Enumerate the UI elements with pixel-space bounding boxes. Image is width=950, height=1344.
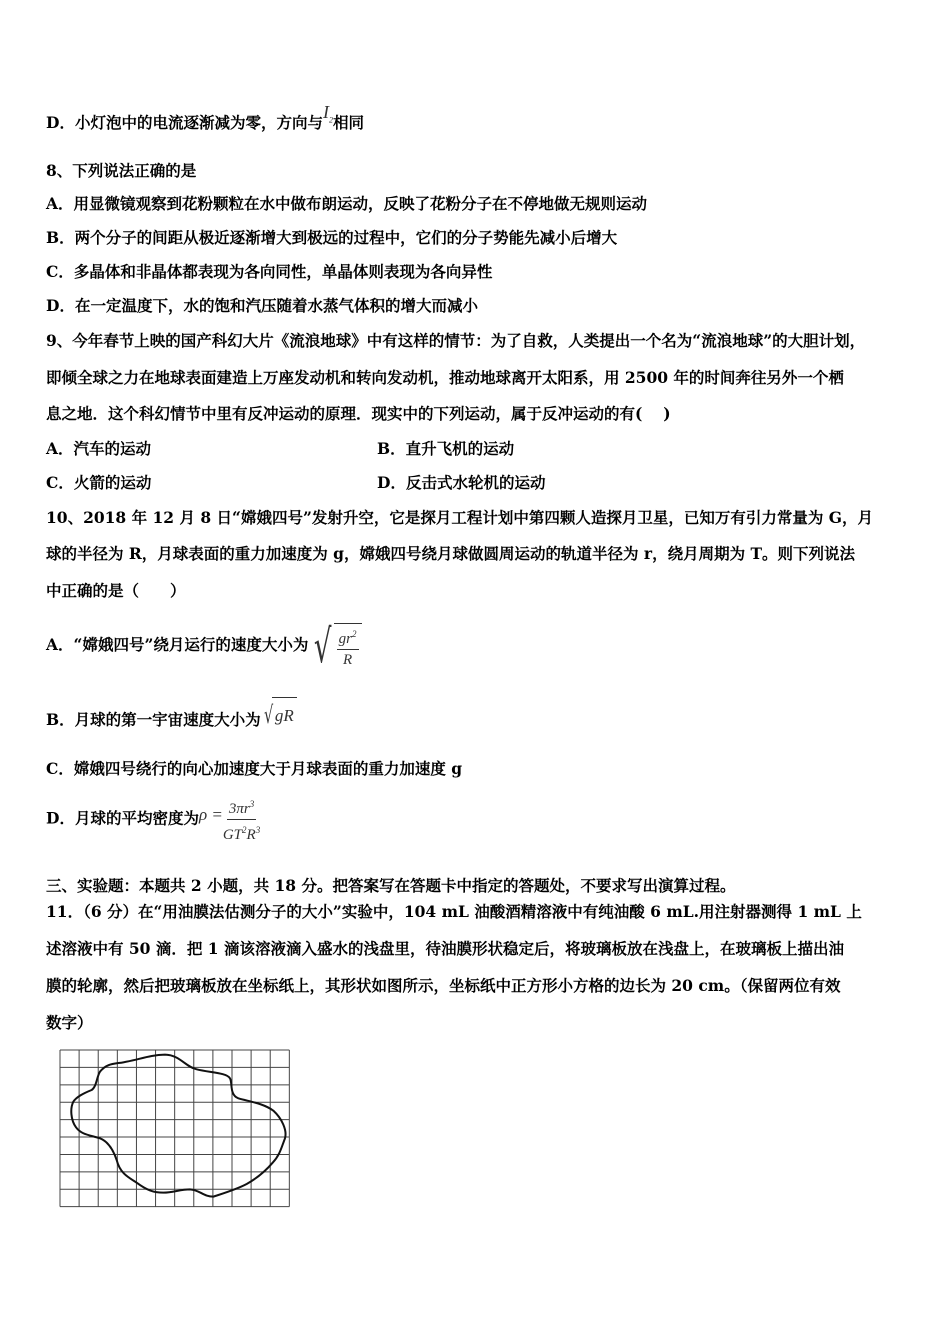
q10-option-a-text: A．“嫦娥四号”绕月运行的速度大小为 [46,635,309,654]
q10-option-d-text: D．月球的平均密度为 [46,808,199,828]
q8-option-d: D．在一定温度下，水的饱和汽压随着水蒸气体积的增大而减小 [46,296,478,315]
sqrt-formula: √ $\frac{gr^2}{R}$ [308,618,361,674]
oil-film-outline [71,1055,285,1197]
q8-option-c: C．多晶体和非晶体都表现为各向同性，单晶体则表现为各向异性 [46,262,493,281]
density-fraction [223,794,260,845]
q11-stem-line: 11．（6 分）在“用油膜法估测分子的大小”实验中，104 mL 油酸酒精溶液中有纯油酸 6 mL.用注射器测得 1 mL 上 [46,902,862,921]
formula-numerator: gr [338,630,353,647]
formula-radicand: gR [272,697,297,734]
q9-stem-line: 息之地．这个科幻情节中里有反冲运动的原理．现实中的下列运动，属于反冲运动的有( ) [46,404,671,423]
exponent: 3 [249,799,255,809]
q8-option-b: B．两个分子的间距从极近逐渐增大到极远的过程中，它们的分子势能先减小后增大 [46,228,618,247]
q10-stem-line: 球的半径为 R，月球表面的重力加速度为 g，嫦娥四号绕月球做圆周运动的轨道半径为 r，绕月周期为 T。则下列说法 [46,544,856,563]
q10-option-b-text: B．月球的第一宇宙速度大小为 [46,710,261,729]
exponent: 3 [255,825,261,835]
q8-stem: 8、下列说法正确的是 [46,161,197,180]
q9-stem-line: 即倾全球之力在地球表面建造上万座发动机和转向发动机，推动地球离开太阳系，用 2500 年的时间奔往另外一个栖 [46,368,844,387]
formula-denominator-r: R [246,827,256,843]
q10-stem-line: 中正确的是（ ） [46,581,186,600]
formula-lhs: ρ = [198,804,223,824]
exponent: 2 [352,628,357,639]
formula-numerator: 3πr [228,801,250,817]
section-3-title: 三、实验题：本题共 2 小题，共 18 分。把答案写在答题卡中指定的答题处，不要求写出演算过程。 [46,876,736,895]
q7-option-d [46,102,364,141]
q11-stem-line: 数字） [46,1013,93,1032]
sqrt-formula: √ gR [261,697,297,734]
q10-option-a [46,617,362,674]
q9-option-c: C．火箭的运动 [46,473,152,492]
q8-option-a: A．用显微镜观察到花粉颗粒在水中做布朗运动，反映了花粉分子在不停地做无规则运动 [46,194,648,213]
formula-denominator: GT [222,827,243,843]
grid-lines [60,1050,289,1207]
q10-option-c: C．嫦娥四号绕行的向心加速度大于月球表面的重力加速度 g [46,759,463,778]
q9-option-d: D．反击式水轮机的运动 [377,473,546,492]
exponent: 2 [242,825,247,835]
q7-option-d-text: D．小灯泡中的电流逐渐减为零，方向与 [46,113,323,132]
q10-stem-line: 10、2018 年 12 月 8 日“嫦娥四号”发射升空，它是探月工程计划中第四颗人造探月卫星，已知万有引力常量为 G，月 [46,508,874,527]
q11-stem-line: 膜的轮廓，然后把玻璃板放在坐标纸上，其形状如图所示，坐标纸中正方形小方格的边长为 20 cm。（保留两位有效 [46,976,841,995]
q11-stem-line: 述溶液中有 50 滴．把 1 滴该溶液滴入盛水的浅盘里，待油膜形状稳定后，将玻璃板放在浅盘上，在玻璃板上描出油 [46,939,844,958]
formula-denominator: R [343,651,353,668]
q9-option-b: B．直升飞机的运动 [377,439,515,458]
current-var: I [322,102,329,122]
q7-option-d-end: 相同 [332,113,364,132]
q9-stem-line: 9、今年春节上映的国产科幻大片《流浪地球》中有这样的情节：为了自救，人类提出一个名为“流浪地球”的大胆计划， [46,331,866,350]
q10-option-d [46,794,260,845]
oil-film-grid-figure [50,1040,300,1215]
current-sub: 2 [328,115,333,125]
q10-option-b [46,702,297,740]
q9-option-a: A．汽车的运动 [46,439,152,458]
current-symbol [322,102,333,125]
